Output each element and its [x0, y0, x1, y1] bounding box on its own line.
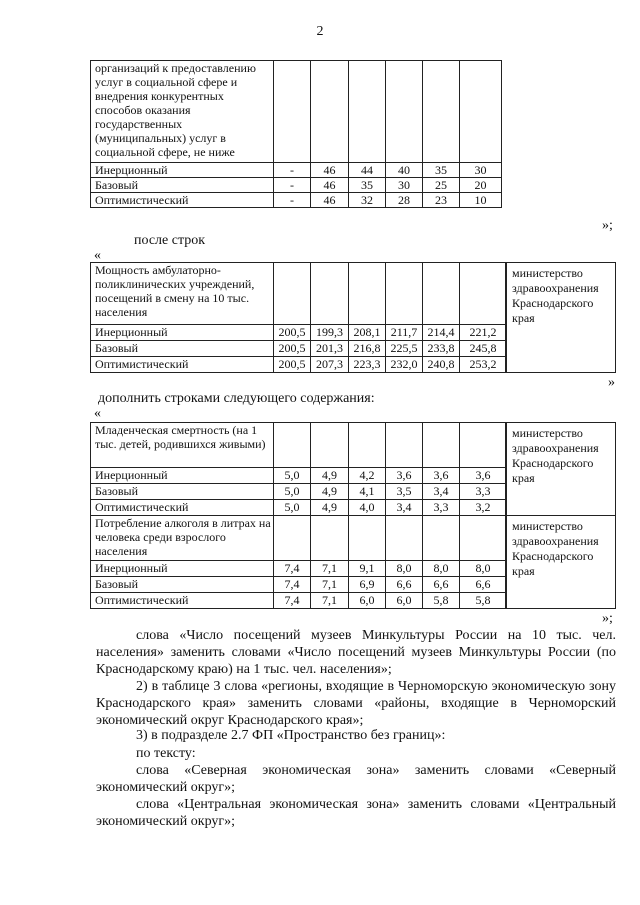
- table-1: [90, 60, 502, 208]
- table-row: Оптимистический - 46 32 28 23 10: [91, 193, 502, 208]
- paragraph-2: 2) в таблице 3 слова «регионы, входящие в Черноморскую экономическую зону Краснодарского края» заменить словами «районы, входящие в Черноморский экономический округ Краснодарского края»;: [96, 679, 616, 728]
- after-rows-label: после строк: [134, 233, 206, 248]
- table-2-label: Мощность амбулаторно-поликлинических учреждений, посещений в смену на 10 тыс. населения: [91, 263, 274, 325]
- table-3-label-2: Потребление алкоголя в литрах на человека среди взрослого населения: [91, 516, 274, 561]
- table-3-label-1: Младенческая смертность (на 1 тыс. детей, родившихся живыми): [91, 423, 274, 468]
- closing-quote-3: »;: [602, 611, 613, 626]
- table-3-responsible-2: министерство здравоохранения Краснодарского края: [506, 516, 616, 609]
- paragraph-4: по тексту:: [136, 746, 196, 761]
- table-row: Оптимистический 200,5 207,3 223,3 232,0 240,8 253,2: [91, 357, 507, 373]
- open-quote-1: «: [94, 248, 101, 263]
- add-rows-text: дополнить строками следующего содержания:: [98, 391, 375, 406]
- table-row: Оптимистический 7,4 7,1 6,0 6,0 5,8 5,8: [91, 593, 507, 609]
- page-number: 2: [316, 24, 324, 39]
- paragraph-3: 3) в подразделе 2.7 ФП «Пространство без границ»:: [136, 728, 446, 743]
- table-2-responsible-box: [505, 262, 616, 373]
- table-2: [90, 262, 507, 373]
- table-2-responsible: министерство здравоохранения Краснодарского края: [506, 263, 616, 373]
- table-row: Инерционный 200,5 199,3 208,1 211,7 214,4 221,2: [91, 325, 507, 341]
- table-row: Базовый - 46 35 30 25 20: [91, 178, 502, 193]
- paragraph-6: слова «Центральная экономическая зона» заменить словами «Центральный экономический округ»;: [96, 797, 616, 829]
- table-row: Инерционный 7,4 7,1 9,1 8,0 8,0 8,0: [91, 561, 507, 577]
- table-row: Базовый 5,0 4,9 4,1 3,5 3,4 3,3: [91, 484, 507, 500]
- closing-quote-2: »: [608, 375, 615, 390]
- table-3-responsible-1: министерство здравоохранения Краснодарского края: [506, 423, 616, 516]
- table-3-responsible-box: [505, 422, 616, 609]
- closing-quote-1: »;: [602, 218, 613, 233]
- table-3: [90, 422, 507, 609]
- table-row: Инерционный 5,0 4,9 4,2 3,6 3,6 3,6: [91, 468, 507, 484]
- table-row: Инерционный - 46 44 40 35 30: [91, 163, 502, 178]
- paragraph-1: слова «Число посещений музеев Минкультуры России на 10 тыс. чел. населения» заменить словами «Число посещений музеев Минкультуры России (по Краснодарскому краю) на 1 тыс. чел. населения»;: [96, 628, 616, 677]
- table-1-label: организаций к предоставлению услуг в социальной сфере и внедрения конкурентных способов оказания государственных (муниципальных) услуг в социальной сфере, не ниже: [91, 61, 274, 163]
- table-row: Оптимистический 5,0 4,9 4,0 3,4 3,3 3,2: [91, 500, 507, 516]
- table-row: Базовый 200,5 201,3 216,8 225,5 233,8 245,8: [91, 341, 507, 357]
- open-quote-2: «: [94, 406, 101, 421]
- paragraph-5: слова «Северная экономическая зона» заменить словами «Северный экономический округ»;: [96, 763, 616, 795]
- table-row: Базовый 7,4 7,1 6,9 6,6 6,6 6,6: [91, 577, 507, 593]
